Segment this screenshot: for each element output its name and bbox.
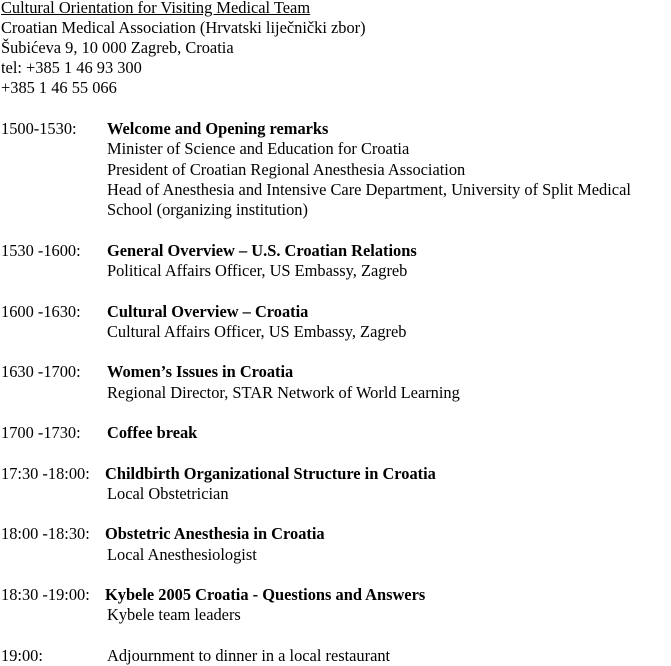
entry-title: Obstetric Anesthesia in Croatia xyxy=(105,524,325,543)
entry-detail: Adjournment to dinner in a local restaurant xyxy=(107,646,391,665)
entry-detail: Kybele team leaders xyxy=(107,605,241,624)
entry-time: 19:00: xyxy=(1,646,43,665)
entry-detail: Local Anesthesiologist xyxy=(107,545,257,564)
entry-time: 18:00 -18:30: xyxy=(1,524,90,543)
entry-time: 1600 -1630: xyxy=(1,302,81,321)
entry-title: Coffee break xyxy=(107,423,198,442)
entry-time: 1500-1530: xyxy=(1,119,77,138)
telephone: tel: +385 1 46 93 300 xyxy=(1,58,142,77)
entry-detail: Minister of Science and Education for Croatia xyxy=(107,139,410,158)
organization-name: Croatian Medical Association (Hrvatski liječnički zbor) xyxy=(1,18,366,37)
entry-title: General Overview – U.S. Croatian Relations xyxy=(107,241,417,260)
entry-time: 1530 -1600: xyxy=(1,241,81,260)
telephone-alt: +385 1 46 55 066 xyxy=(1,78,117,97)
entry-time: 1700 -1730: xyxy=(1,423,81,442)
entry-title: Welcome and Opening remarks xyxy=(107,119,329,138)
entry-title: Women’s Issues in Croatia xyxy=(107,362,294,381)
entry-detail: Cultural Affairs Officer, US Embassy, Zagreb xyxy=(107,322,407,341)
entry-title: Cultural Overview – Croatia xyxy=(107,302,309,321)
document-title: Cultural Orientation for Visiting Medical Team xyxy=(1,0,311,17)
address: Šubićeva 9, 10 000 Zagreb, Croatia xyxy=(1,38,234,57)
entry-time: 17:30 -18:00: xyxy=(1,464,90,483)
entry-detail: President of Croatian Regional Anesthesia Association xyxy=(107,160,466,179)
entry-title: Kybele 2005 Croatia - Questions and Answers xyxy=(105,585,426,604)
entry-detail: Local Obstetrician xyxy=(107,484,229,503)
entry-detail: School (organizing institution) xyxy=(107,200,308,219)
entry-title: Childbirth Organizational Structure in Croatia xyxy=(105,464,436,483)
entry-detail: Political Affairs Officer, US Embassy, Zagreb xyxy=(107,261,408,280)
entry-time: 1630 -1700: xyxy=(1,362,81,381)
entry-detail: Head of Anesthesia and Intensive Care Department, University of Split Medical xyxy=(107,180,631,199)
entry-detail: Regional Director, STAR Network of World Learning xyxy=(107,383,460,402)
entry-time: 18:30 -19:00: xyxy=(1,585,90,604)
